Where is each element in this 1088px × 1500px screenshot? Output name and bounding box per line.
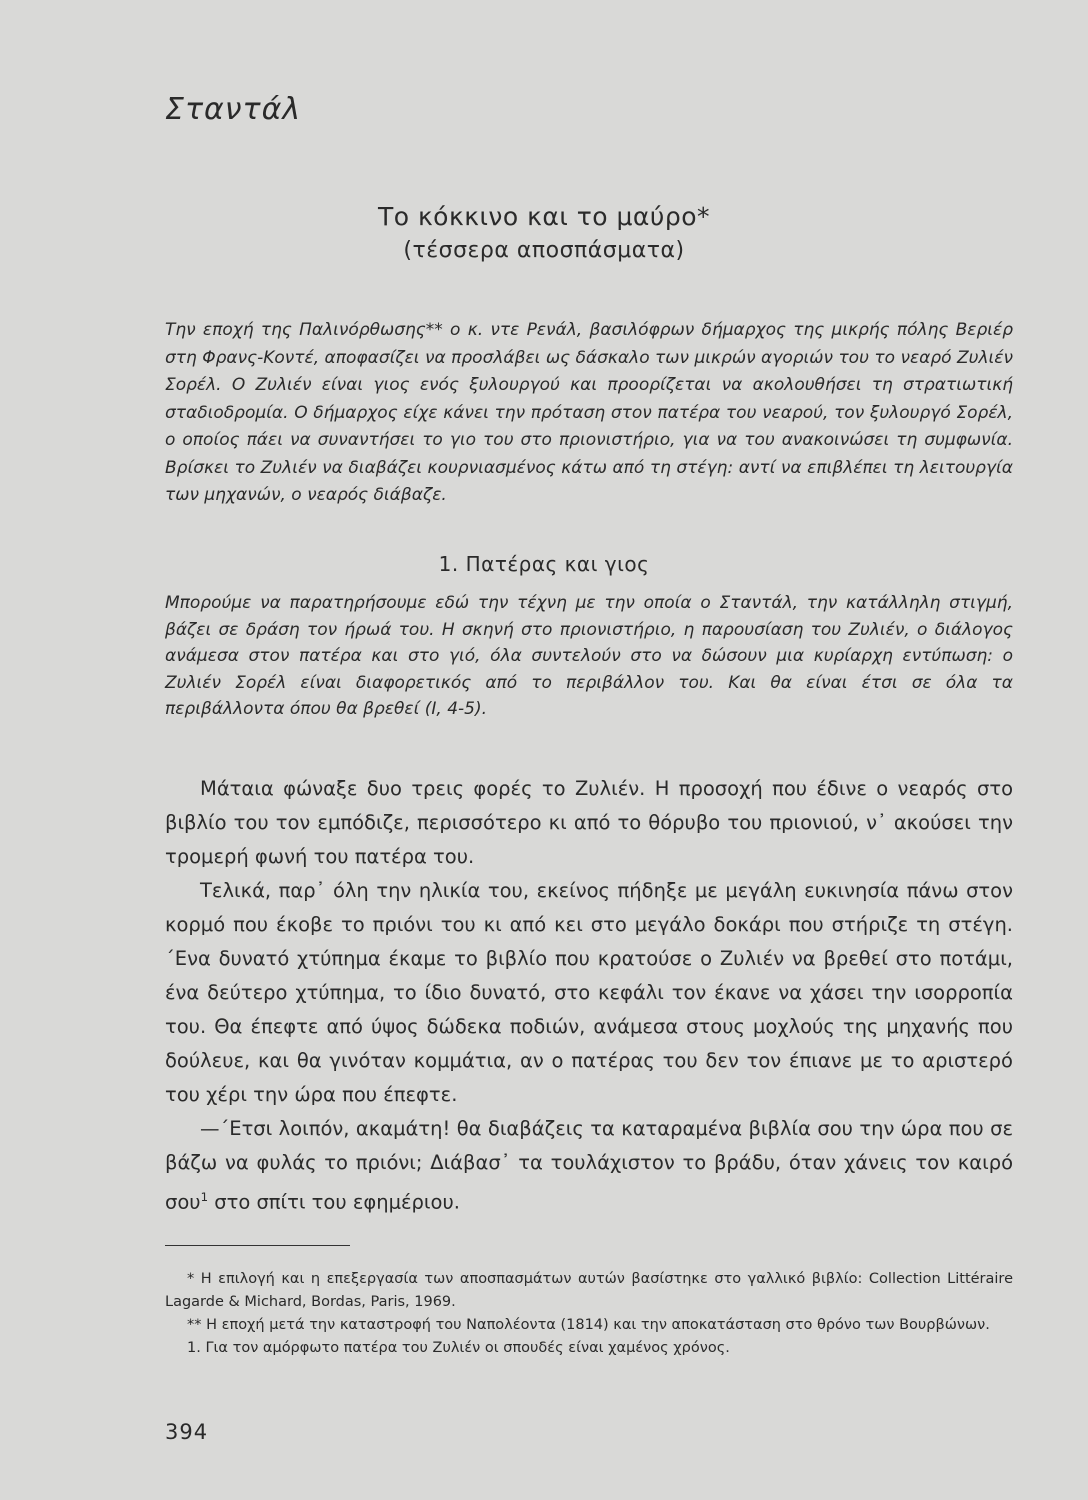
section-heading: 1. Πατέρας και γιος [438,552,650,576]
body-paragraph-3-end: στο σπίτι του εφημέριου. [208,1190,460,1214]
body-paragraph-1: Μάταια φώναξε δυο τρεις φορές το Ζυλιέν. Η προσοχή που έδινε ο νεαρός στο βιβλίο του τον εμπόδιζε, περισσότερο κι από το θόρυβο του πριονιού, ν᾽ ακούσει την τρομερή φωνή του πατέρα του. [165,777,1013,868]
footnotes [165,1268,1013,1360]
footnote-1: * Η επιλογή και η επεξεργασία των αποσπασμάτων αυτών βασίστηκε στο γαλλικό βιβλίο: Collection Littéraire Lagarde & Michard, Bordas, Paris, 1969. [165,1271,1013,1310]
body-paragraph-3 [165,1112,1013,1220]
work-title: Το κόκκινο και το μαύρο* [377,202,711,231]
section-note: Μπορούμε να παρατηρήσουμε εδώ την τέχνη με την οποία ο Σταντάλ, την κατάλληλη στιγμή, βάζει σε δράση τον ήρωά του. Η σκηνή στο πριονιστήριο, η παρουσίαση του Ζυλιέν, ο διάλογος ανάμεσα στον πατέρα και στο γιό, όλα συντελούν στο να δώσουν μια κυρίαρχη εντύπωση: ο Ζυλιέν Σορέλ είναι διαφορετικός από το περιβάλλον του. Και θα είναι έτσι σε όλα τα περιβάλλοντα όπου θα βρεθεί (Ι, 4-5). [165,593,1013,719]
footnote-2: ** Η εποχή μετά την καταστροφή του Ναπολέοντα (1814) και την αποκατάσταση στο θρόνο των Βουρβώνων. [187,1317,990,1333]
author-name: Σταντάλ [165,92,302,127]
work-subtitle: (τέσσερα αποσπάσματα) [403,238,685,263]
body-paragraph-2: Τελικά, παρ᾽ όλη την ηλικία του, εκείνος πήδηξε με μεγάλη ευκινησία πάνω στον κορμό που έκοβε το πριόνι του κι από κει στο μεγάλο δοκάρι που στήριζε τη στέγη. ΄Ενα δυνατό χτύπημα έκαμε το βιβλίο που κρατούσε ο Ζυλιέν να βρεθεί στο ποτάμι, ένα δεύτερο χτύπημα, το ίδιο δυνατό, στο κεφάλι τον έκανε να χάσει την ισορροπία του. Θα έπεφτε από ύψος δώδεκα ποδιών, ανάμεσα στους μοχλούς της μηχανής που δούλευε, και θα γινόταν κομμάτια, αν ο πατέρας του δεν τον έπιανε με το αριστερό του χέρι την ώρα που έπεφτε. [165,879,1013,1106]
body-paragraph-3-text: —΄Ετσι λοιπόν, ακαμάτη! θα διαβάζεις τα καταραμένα βιβλία σου την ώρα που σε βάζω να φυλάς το πριόνι; Διάβασ᾽ τα τουλάχιστον το βράδυ, όταν χάνεις τον καιρό σου [165,1117,1013,1214]
footnote-ref-1: 1 [200,1190,209,1204]
footnote-divider [165,1245,350,1246]
intro-paragraph: Την εποχή της Παλινόρθωσης** ο κ. ντε Ρενάλ, βασιλόφρων δήμαρχος της μικρής πόλης Βεριέρ στη Φρανς-Κοντέ, αποφασίζει να προσλάβει ως δάσκαλο των μικρών αγοριών του το νεαρό Ζυλιέν Σορέλ. Ο Ζυλιέν είναι γιος ενός ξυλουργού και προορίζεται να ακολουθήσει τη στρατιωτική σταδιοδρομία. Ο δήμαρχος είχε κάνει την πρόταση στον πατέρα του νεαρού, τον ξυλουργό Σορέλ, ο οποίος πάει να συναντήσει το γιο του στο πριονιστήριο, για να του ανακοινώσει τη συμφωνία. Βρίσκει το Ζυλιέν να διαβάζει κουρνιασμένος κάτω από τη στέγη: αντί να επιβλέπει τη λειτουργία των μηχανών, ο νεαρός διάβαζε. [165,320,1013,505]
page-number: 394 [165,1420,209,1444]
body-text [165,772,1013,1220]
footnote-3: 1. Για τον αμόρφωτο πατέρα του Ζυλιέν οι σπουδές είναι χαμένος χρόνος. [187,1340,730,1356]
